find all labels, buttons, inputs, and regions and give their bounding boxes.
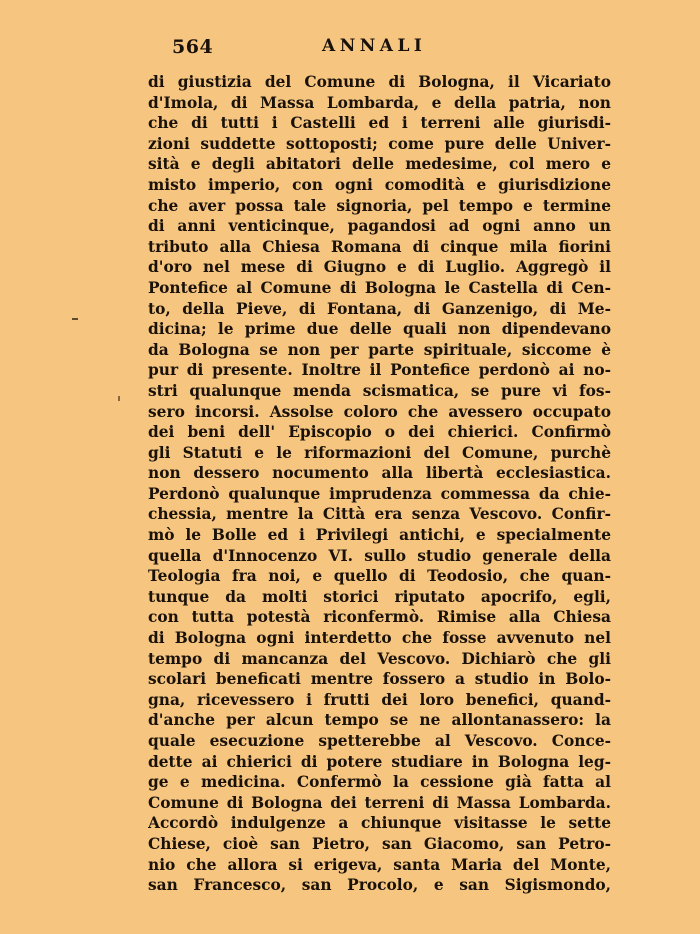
text-line: che aver possa tale signoria, pel tempo e termine [148,196,611,215]
text-line: ge e medicina. Confermò la cessione già fatta al [148,773,611,792]
text-line: zioni suddette sottoposti; come pure delle Univer- [148,134,611,153]
text-line: di Bologna ogni interdetto che fosse avvenuto nel [148,629,611,648]
margin-speck [118,396,120,401]
text-line: tunque da molti storici riputato apocrifo, egli, [148,587,611,606]
text-line: d'anche per alcun tempo se ne allontanassero: la [148,711,611,730]
text-line: chessia, mentre la Città era senza Vescovo. Confir- [148,505,611,524]
text-line: con tutta potestà riconfermò. Rimise alla Chiesa [148,608,611,627]
text-line: Pontefice al Comune di Bologna le Castella di Cen- [148,278,611,297]
text-line: Comune di Bologna dei terreni di Massa Lombarda. [148,793,611,812]
text-line: dette ai chierici di potere studiare in Bologna leg- [148,752,611,771]
body-text [148,72,611,896]
margin-mark [72,318,78,320]
text-line: to, della Pieve, di Fontana, di Ganzenigo, di Me- [148,299,611,318]
text-line: Accordò indulgenze a chiunque visitasse le sette [148,814,611,833]
text-line: san Francesco, san Procolo, e san Sigismondo, [148,876,611,895]
text-line: di anni venticinque, pagandosi ad ogni anno un [148,217,611,236]
page-number: 564 [172,36,214,58]
text-line: Perdonò qualunque imprudenza commessa da chie- [148,484,611,503]
text-line: d'Imola, di Massa Lombarda, e della patria, non [148,93,611,112]
text-line: che di tutti i Castelli ed i terreni alle giurisdi- [148,114,611,133]
page-header [150,36,610,60]
text-line: quale esecuzione spetterebbe al Vescovo. Conce- [148,732,611,750]
text-line: tributo alla Chiesa Romana di cinque mila fiorini [148,237,611,256]
text-line: nio che allora si erigeva, santa Maria del Monte, [148,855,611,874]
text-line: non dessero nocumento alla libertà ecclesiastica. [148,464,611,483]
text-line: gna, ricevessero i frutti dei loro benefici, quand- [148,690,611,709]
text-line: dei beni dell' Episcopio o dei chierici. Confirmò [148,423,611,442]
text-line: d'oro nel mese di Giugno e di Luglio. Aggregò il [148,258,611,277]
text-line: mò le Bolle ed i Privilegi antichi, e specialmente [148,526,611,545]
text-line: scolari beneficati mentre fossero a studio in Bolo- [148,670,611,689]
text-line: tempo di mancanza del Vescovo. Dichiarò che gli [148,649,611,668]
text-line: misto imperio, con ogni comodità e giurisdizione [148,175,611,194]
text-line: pur di presente. Inoltre il Pontefice perdonò ai no- [148,361,611,380]
text-line: gli Statuti e le riformazioni del Comune, purchè [148,443,611,462]
text-line: stri qualunque menda scismatica, se pure vi fos- [148,381,611,400]
text-line: Teologia fra noi, e quello di Teodosio, che quan- [148,567,611,586]
text-line: da Bologna se non per parte spirituale, siccome è [148,340,611,359]
text-line: quella d'Innocenzo VI. sullo studio generale della [148,546,611,565]
text-line: dicina; le prime due delle quali non dipendevano [148,320,611,339]
running-title: ANNALI [322,36,427,56]
text-line: Chiese, cioè san Pietro, san Giacomo, san Petro- [148,834,611,853]
text-line: sità e degli abitatori delle medesime, col mero e [148,155,611,174]
text-line: di giustizia del Comune di Bologna, il Vicariato [148,73,611,91]
text-line: sero incorsi. Assolse coloro che avessero occupato [148,402,611,421]
